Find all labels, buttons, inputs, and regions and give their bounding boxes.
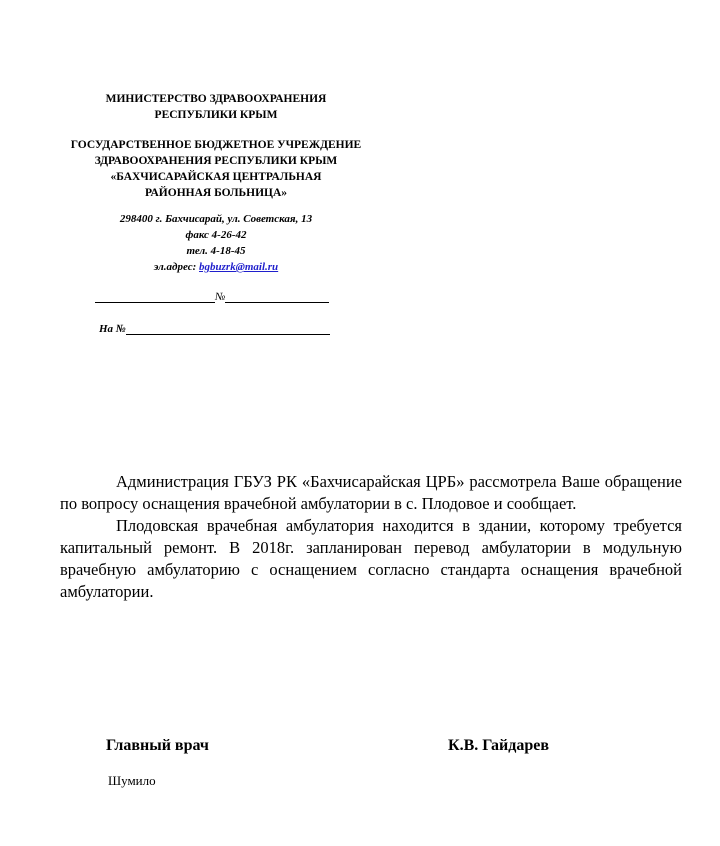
reply-number-blank xyxy=(126,323,330,335)
reply-reference-line xyxy=(99,323,335,335)
org-name-line3: «БАХЧИСАРАЙСКАЯ ЦЕНТРАЛЬНАЯ xyxy=(110,171,322,183)
body-paragraph-1: Администрация ГБУЗ РК «Бахчисарайская ЦРБ» рассмотрела Ваше обращение по вопросу оснащения врачебной амбулатории в с. Плодовое и сообщает. xyxy=(60,472,682,513)
letter-body xyxy=(60,471,682,603)
registration-line xyxy=(95,291,335,303)
number-sign: № xyxy=(215,291,226,303)
signatory-name: К.В. Гайдарев xyxy=(448,737,549,754)
email-label: эл.адрес: xyxy=(153,261,197,273)
body-paragraph-2: Плодовская врачебная амбулатория находится в здании, которому требуется капитальный ремонт. В 2018г. запланирован перевод амбулатории в модульную врачебную амбулаторию с оснащением согласно стандарта оснащения врачебной амбулатории. xyxy=(60,516,682,601)
ministry-name-line2: РЕСПУБЛИКИ КРЫМ xyxy=(154,109,278,121)
ministry-name-line1: МИНИСТЕРСТВО ЗДРАВООХРАНЕНИЯ xyxy=(105,93,327,105)
org-name-line2: ЗДРАВООХРАНЕНИЯ РЕСПУБЛИКИ КРЫМ xyxy=(94,155,338,167)
signatory-title: Главный врач xyxy=(106,737,209,754)
org-fax: факс 4-26-42 xyxy=(185,229,247,241)
date-blank xyxy=(95,291,215,303)
email-link[interactable]: bgbuzrk@mail.ru xyxy=(199,261,279,273)
letterhead xyxy=(60,91,372,275)
org-phone: тел. 4-18-45 xyxy=(186,245,246,257)
reply-label: На № xyxy=(99,323,126,335)
org-name-line1: ГОСУДАРСТВЕННОЕ БЮДЖЕТНОЕ УЧРЕЖДЕНИЕ xyxy=(70,139,362,151)
org-name-line4: РАЙОННАЯ БОЛЬНИЦА» xyxy=(144,187,288,199)
number-blank xyxy=(225,291,329,303)
org-email-row xyxy=(60,259,372,275)
org-address: 298400 г. Бахчисарай, ул. Советская, 13 xyxy=(119,213,313,225)
executor-name: Шумило xyxy=(108,773,156,788)
